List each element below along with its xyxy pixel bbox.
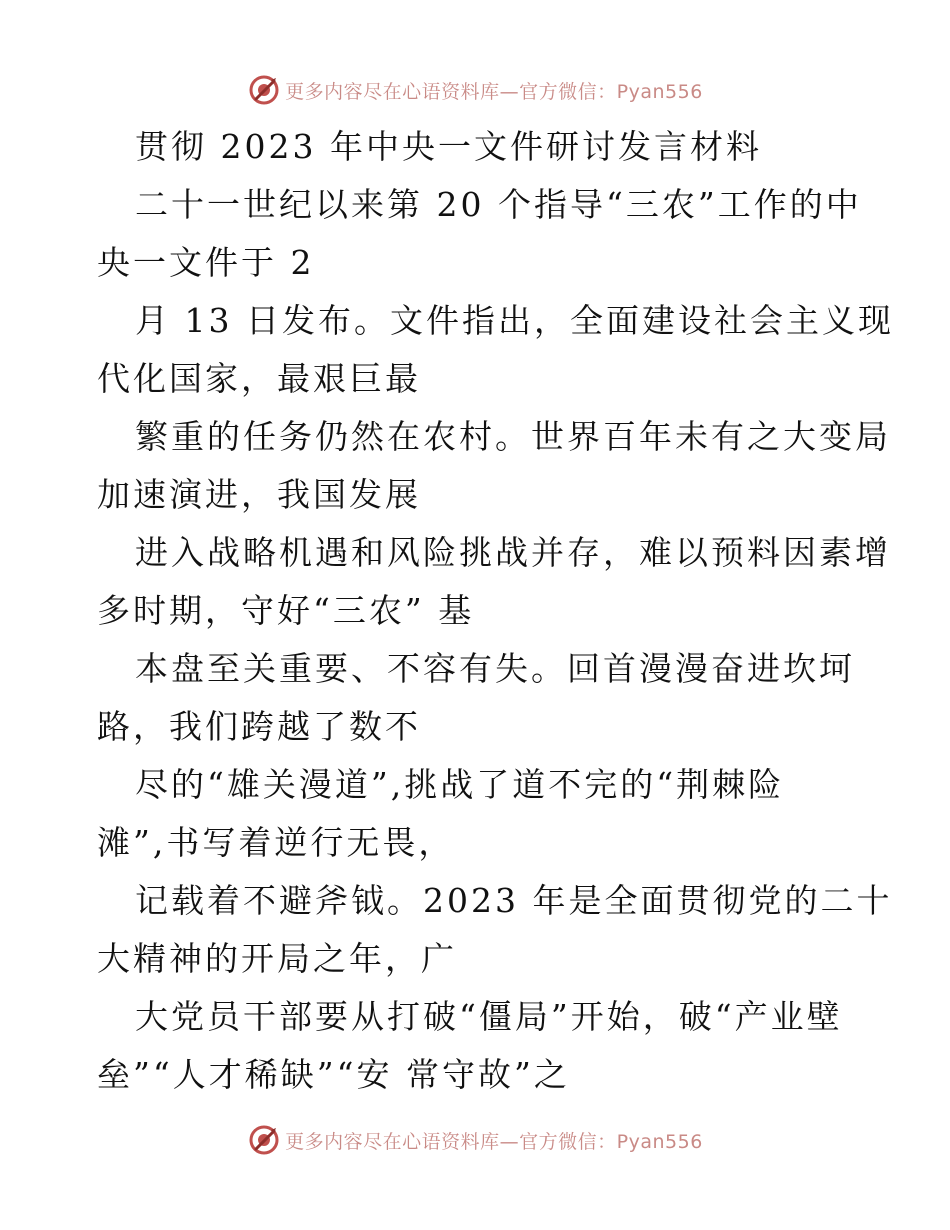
document-line: 滩”,书写着逆行无畏， (97, 823, 455, 862)
document-line: 加速演进，我国发展 (97, 475, 421, 514)
document-line: 多时期，守好“三农” 基 (97, 591, 475, 630)
document-line: 月 13 日发布。文件指出，全面建设社会主义现 (135, 301, 894, 340)
header-banner-text: 更多内容尽在心语资料库—官方微信：Pyan556 (285, 80, 703, 103)
pen-circle-logo-icon (247, 73, 281, 107)
footer-banner (0, 1120, 950, 1160)
footer-banner-text: 更多内容尽在心语资料库—官方微信：Pyan556 (285, 1130, 703, 1153)
pen-circle-logo-icon (247, 1123, 281, 1157)
document-line: 路，我们跨越了数不 (97, 707, 421, 746)
document-line: 二十一世纪以来第 20 个指导“三农”工作的中 (135, 185, 862, 224)
document-line: 大精神的开局之年，广 (97, 939, 457, 978)
document-line: 尽的“雄关漫道”,挑战了道不完的“荆棘险 (135, 765, 785, 804)
document-line: 垒”“人才稀缺”“安 常守故”之 (97, 1055, 570, 1094)
document-line: 记载着不避斧钺。2023 年是全面贯彻党的二十 (135, 881, 893, 920)
document-line: 进入战略机遇和风险挑战并存，难以预料因素增 (135, 533, 891, 572)
document-body (97, 118, 894, 1104)
document-line: 繁重的任务仍然在农村。世界百年未有之大变局 (135, 417, 891, 456)
document-line: 代化国家，最艰巨最 (97, 359, 421, 398)
document-line: 大党员干部要从打破“僵局”开始，破“产业壁 (135, 997, 843, 1036)
document-line: 本盘至关重要、不容有失。回首漫漫奋进坎坷 (135, 649, 855, 688)
document-line: 贯彻 2023 年中央一文件研讨发言材料 (135, 127, 762, 166)
header-banner (0, 70, 950, 110)
document-line: 央一文件于 2 (97, 243, 315, 282)
